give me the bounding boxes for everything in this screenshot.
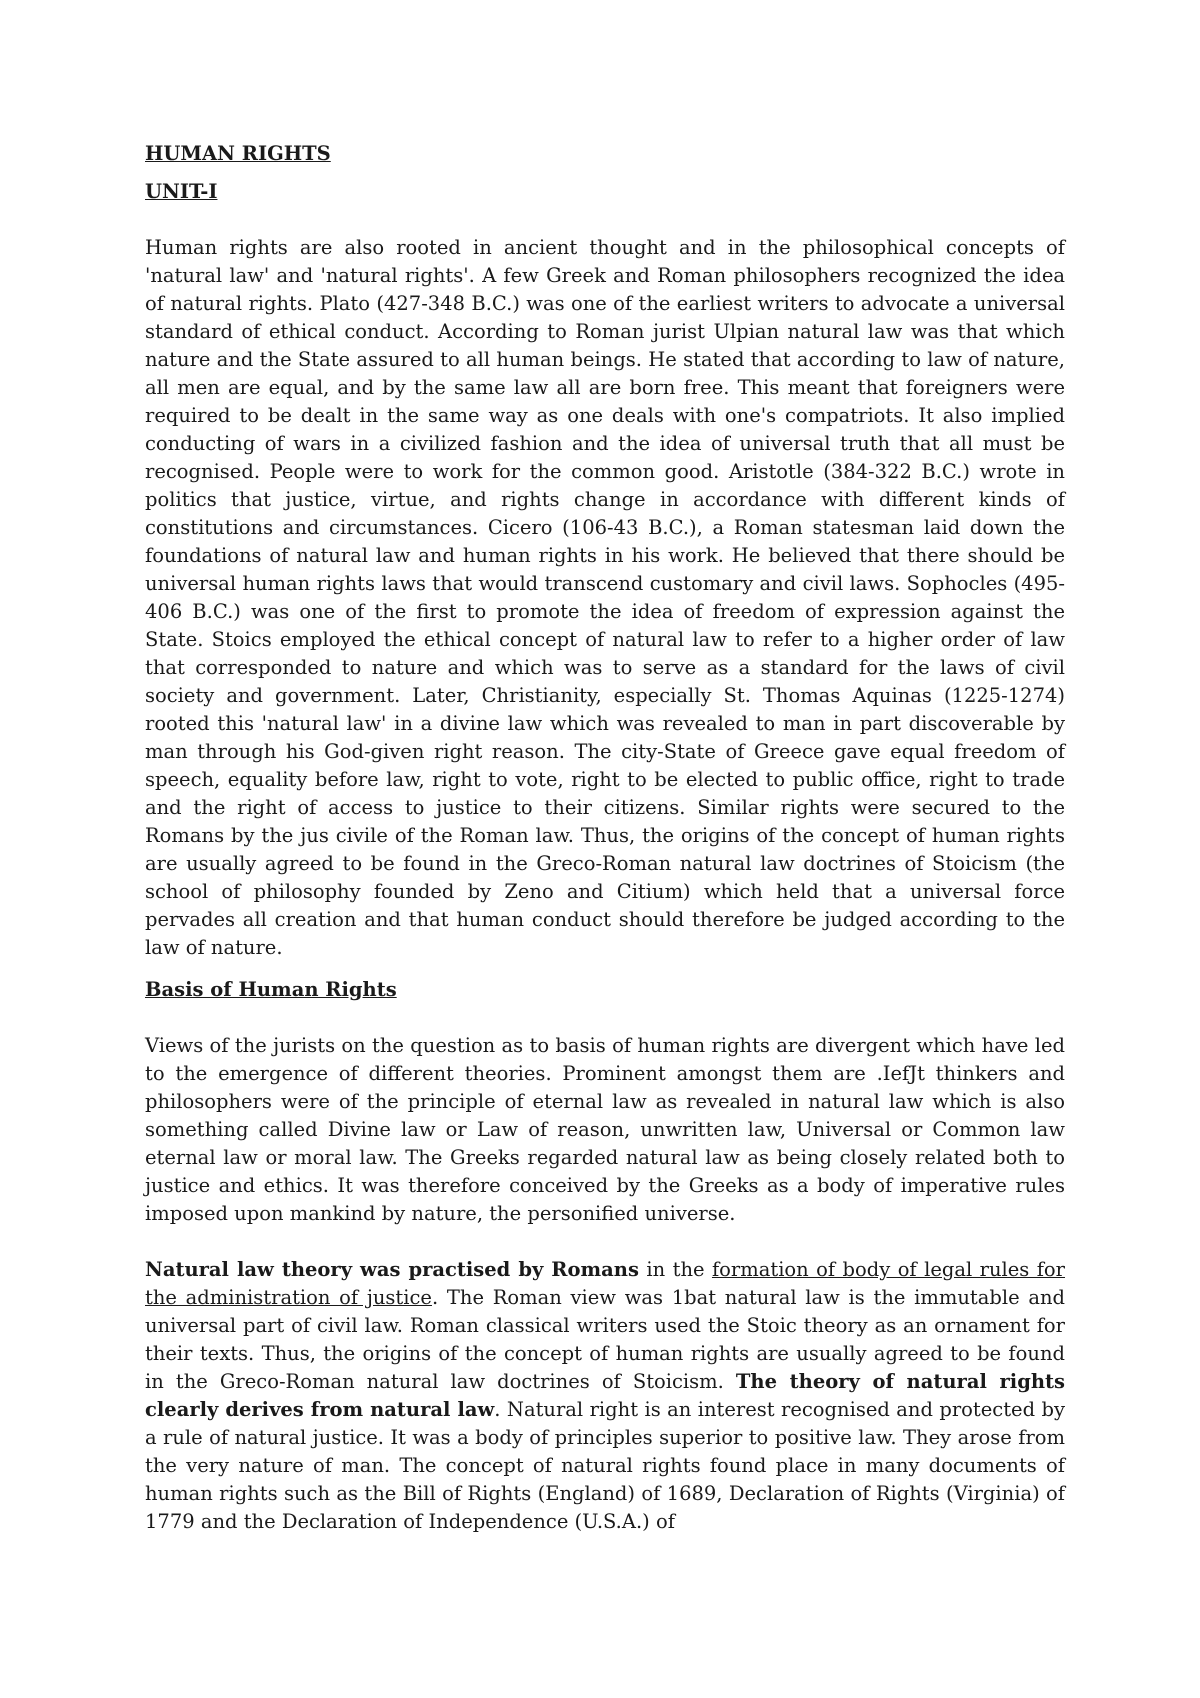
intro-paragraph: Human rights are also rooted in ancient thought and in the philosophical concepts of 'natural law' and 'natural rights'. A few Greek and Roman philosophers recognized the idea of natural rights. Plato (427-348 B.C.) was one of the earliest writers to advocate a universal standard of ethical conduct. According to Roman jurist Ulpian natural law was that which nature and the State assured to all human beings. He stated that according to law of nature, all men are equal, and by the same law all are born free. This meant that foreigners were required to be dealt in the same way as one deals with one's compatriots. It also implied conducting of wars in a civilized fashion and the idea of universal truth that all must be recognised. People were to work for the common good. Aristotle (384-322 B.C.) wrote in politics that justice, virtue, and rights change in accordance with different kinds of constitutions and circumstances. Cicero (106-43 B.C.), a Roman statesman laid down the foundations of natural law and human rights in his work. He believed that there should be universal human rights laws that would transcend customary and civil laws. Sophocles (495-406 B.C.) was one of the first to promote the idea of freedom of expression against the State. Stoics employed the ethical concept of natural law to refer to a higher order of law that corresponded to nature and which was to serve as a standard for the laws of civil society and government. Later, Christianity, especially St. Thomas Aquinas (1225-1274) rooted this 'natural law' in a divine law which was revealed to man in part discoverable by man through his God-given right reason. The city-State of Greece gave equal freedom of speech, equality before law, right to vote, right to be elected to public office, right to trade and the right of access to justice to their citizens. Similar rights were secured to the Romans by the jus civile of the Roman law. Thus, the origins of the concept of human rights are usually agreed to be found in the Greco-Roman natural law doctrines of Stoicism (the school of philosophy founded by Zeno and Citium) which held that a universal force pervades all creation and that human conduct should therefore be judged according to the law of nature.: [145, 236, 1065, 959]
unit-heading: UNIT-I: [145, 180, 218, 203]
document-page: [145, 140, 1065, 1536]
section-heading-basis: Basis of Human Rights: [145, 978, 397, 1001]
natural-rights-bold-lead: The theory of natural rights clearly derives from natural law: [145, 1370, 1065, 1421]
basis-paragraph: Views of the jurists on the question as to basis of human rights are divergent which have led to the emergence of different theories. Prominent amongst them are .IefJt thinkers and philosophers were of the principle of eternal law as revealed in natural law which is also something called Divine law or Law of reason, unwritten law, Universal or Common law eternal law or moral law. The Greeks regarded natural law as being closely related both to justice and ethics. It was therefore conceived by the Greeks as a body of imperative rules imposed upon mankind by nature, the personified universe.: [145, 1034, 1065, 1225]
natural-law-connector: in the: [638, 1258, 712, 1281]
natural-law-rest: . The Roman view was 1bat natural law is the immutable and universal part of civil law. Roman classical writers used the Stoic theory as an ornament for their texts. Thus, the origins of the concept of human rights are usually agreed to be found in the Greco-Roman natural law doctrines of Stoicism.: [145, 1286, 1065, 1393]
natural-law-bold-lead: Natural law theory was practised by Romans: [145, 1258, 639, 1281]
natural-law-paragraph: [145, 1256, 1065, 1536]
natural-rights-rest: . Natural right is an interest recognised and protected by a rule of natural justice. It was a body of principles superior to positive law. They arose from the very nature of man. The concept of natural rights found place in many documents of human rights such as the Bill of Rights (England) of 1689, Declaration of Rights (Virginia) of 1779 and the Declaration of Independence (U.S.A.) of: [145, 1398, 1065, 1533]
natural-law-underlined-phrase: formation of body of legal rules for the administration of justice: [145, 1258, 1065, 1309]
document-title: HUMAN RIGHTS: [145, 142, 331, 165]
